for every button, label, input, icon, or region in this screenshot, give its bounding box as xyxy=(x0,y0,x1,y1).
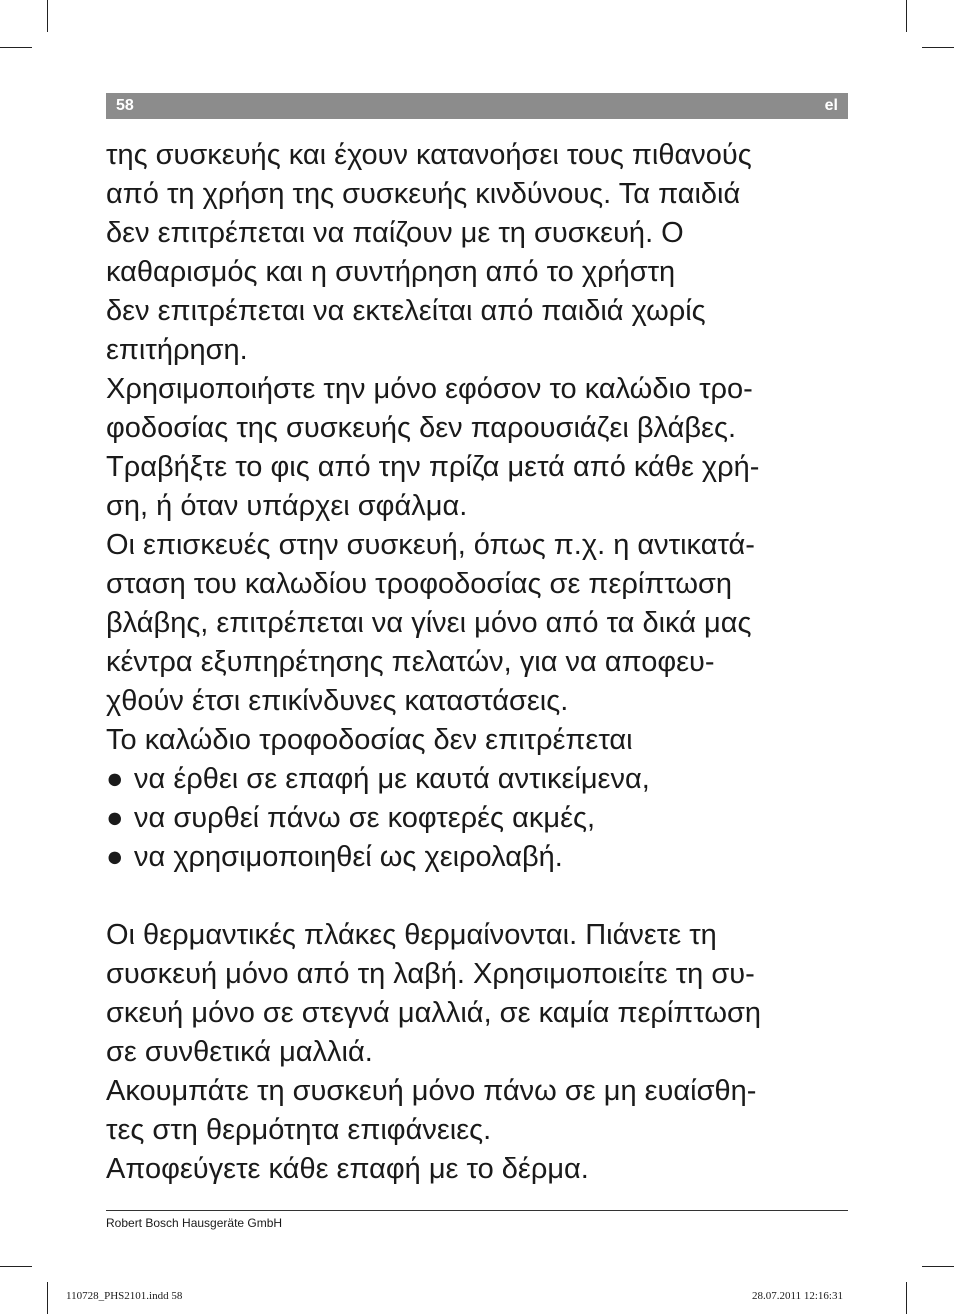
text-line: φοδοσίας της συσκευής δεν παρουσιάζει βλάβες. xyxy=(106,412,737,444)
text-line: σε συνθετικά μαλλιά. xyxy=(106,1036,373,1068)
text-line: καθαρισμός και η συντήρηση από το χρήστη xyxy=(106,256,676,288)
bullet-list xyxy=(106,760,856,877)
text-line: Οι επισκευές στην συσκευή, όπως π.χ. η αντικατά- xyxy=(106,529,755,561)
text-line: από τη χρήση της συσκευής κινδύνους. Τα παιδιά xyxy=(106,178,741,210)
slug-file: 110728_PHS2101.indd 58 xyxy=(66,1290,183,1302)
page-header-bar xyxy=(106,93,848,119)
paragraph xyxy=(106,370,856,448)
crop-mark xyxy=(0,47,32,48)
bullet-icon: ● xyxy=(106,841,124,873)
footer-company: Robert Bosch Hausgeräte GmbH xyxy=(106,1216,283,1230)
paragraph xyxy=(106,526,856,721)
bullet-icon: ● xyxy=(106,763,124,795)
crop-mark xyxy=(922,47,954,48)
text-line: βλάβης, επιτρέπεται να γίνει μόνο από τα δικά μας xyxy=(106,607,752,639)
paragraph xyxy=(106,136,856,370)
paragraph xyxy=(106,916,856,1072)
text-line: Το καλώδιο τροφοδοσίας δεν επιτρέπεται xyxy=(106,724,633,756)
text-line: Τραβήξτε το φις από την πρίζα μετά από κάθε χρή- xyxy=(106,451,760,483)
text-line: κέντρα εξυπηρέτησης πελατών, για να αποφευ- xyxy=(106,646,715,678)
crop-mark xyxy=(906,1282,907,1314)
list-item-text: να έρθει σε επαφή με καυτά αντικείμενα, xyxy=(134,763,650,795)
crop-mark xyxy=(0,1266,32,1267)
paragraph xyxy=(106,721,856,760)
body-text xyxy=(106,136,856,1189)
bullet-icon: ● xyxy=(106,802,124,834)
text-line: δεν επιτρέπεται να εκτελείται από παιδιά χωρίς xyxy=(106,295,706,327)
crop-mark xyxy=(47,0,48,32)
text-line: σταση του καλωδίου τροφοδοσίας σε περίπτωση xyxy=(106,568,733,600)
crop-mark xyxy=(922,1266,954,1267)
text-line: τες στη θερμότητα επιφάνειες. xyxy=(106,1114,492,1146)
list-item xyxy=(106,799,856,838)
language-code: el xyxy=(824,97,838,114)
paragraph xyxy=(106,448,856,526)
crop-mark xyxy=(47,1282,48,1314)
list-item-text: να συρθεί πάνω σε κοφτερές ακμές, xyxy=(134,802,596,834)
list-item xyxy=(106,760,856,799)
text-line: Αποφεύγετε κάθε επαφή με το δέρμα. xyxy=(106,1153,589,1185)
footer-divider xyxy=(106,1210,848,1211)
crop-mark xyxy=(906,0,907,32)
list-item xyxy=(106,838,856,877)
text-line: χθούν έτσι επικίνδυνες καταστάσεις. xyxy=(106,685,569,717)
text-line: Χρησιμοποιήστε την μόνο εφόσον το καλώδιο τρο- xyxy=(106,373,753,405)
slug-timestamp: 28.07.2011 12:16:31 xyxy=(752,1290,843,1302)
text-line: της συσκευής και έχουν κατανοήσει τους πιθανούς xyxy=(106,139,752,171)
text-line: σκευή μόνο σε στεγνά μαλλιά, σε καμία περίπτωση xyxy=(106,997,762,1029)
paragraph xyxy=(106,1150,856,1189)
list-item-text: να χρησιμοποιηθεί ως χειρολαβή. xyxy=(134,841,563,873)
text-line: επιτήρηση. xyxy=(106,334,248,366)
page-number: 58 xyxy=(116,97,134,114)
text-line: Οι θερμαντικές πλάκες θερμαίνονται. Πιάνετε τη xyxy=(106,919,717,951)
text-line: ση, ή όταν υπάρχει σφάλμα. xyxy=(106,490,468,522)
paragraph xyxy=(106,1072,856,1150)
text-line: συσκευή μόνο από τη λαβή. Χρησιμοποιείτε τη συ- xyxy=(106,958,755,990)
text-line: δεν επιτρέπεται να παίζουν με τη συσκευή. Ο xyxy=(106,217,684,249)
paragraph-gap xyxy=(106,877,856,916)
text-line: Ακουμπάτε τη συσκευή μόνο πάνω σε μη ευαίσθη- xyxy=(106,1075,757,1107)
